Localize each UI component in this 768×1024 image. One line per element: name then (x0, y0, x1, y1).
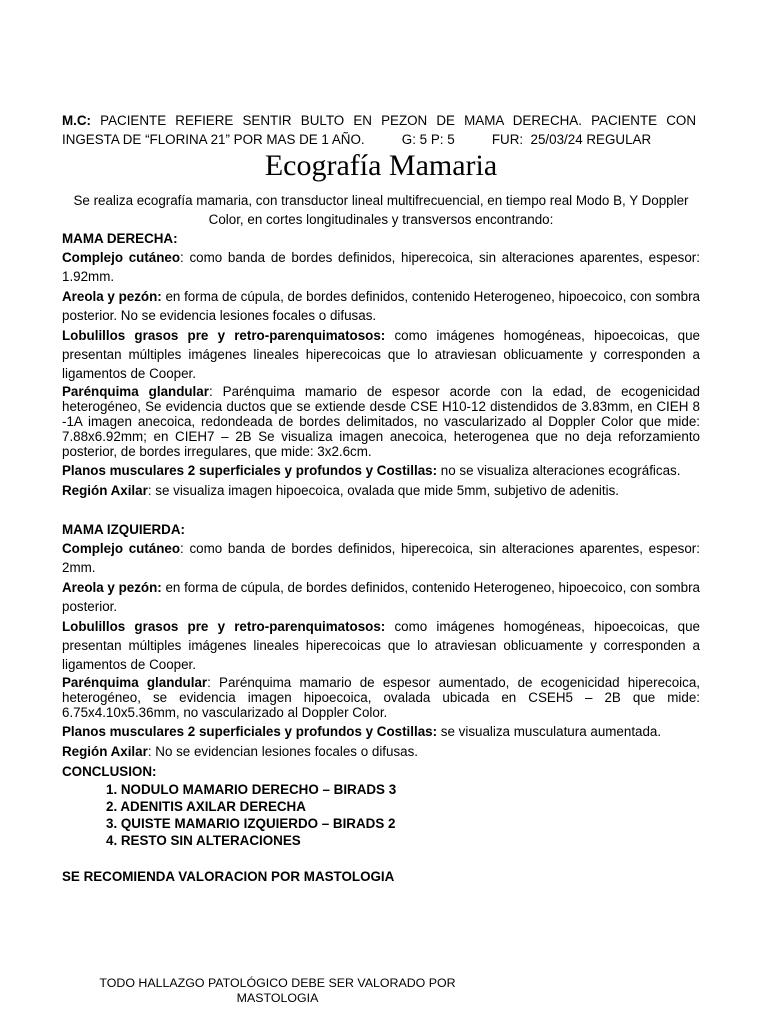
izquierda-parenquima (62, 675, 700, 720)
list-item: 3. QUISTE MAMARIO IZQUIERDO – BIRADS 2 (106, 816, 396, 831)
derecha-axilar-text: : se visualiza imagen hipoecoica, ovalada que mide 5mm, subjetivo de adenitis. (147, 483, 619, 498)
mc-line-2: INGESTA DE “FLORINA 21” POR MAS DE 1 AÑO. G: 5 P: 5 FUR: 25/03/24 REGULAR (62, 132, 652, 147)
derecha-planos-text: no se visualiza alteraciones ecográficas. (437, 463, 681, 478)
footer-line-2: MASTOLOGIA (236, 991, 319, 1005)
derecha-complejo-cutaneo (62, 248, 700, 286)
izquierda-areola-text: en forma de cúpula, de bordes definidos, contenido Heterogeneo, hipoecoico, con sombra posterior. (62, 580, 700, 614)
section-spacer (62, 501, 700, 520)
derecha-lobulillos-text: como imágenes homogéneas, hipoecoicas, que presentan múltiples imágenes lineales hiperecoicas que lo atraviesan oblicuamente y corresponden a ligamentos de Cooper. (62, 328, 700, 381)
derecha-areola-pezon (62, 287, 700, 325)
list-item: 2. ADENITIS AXILAR DERECHA (106, 799, 306, 814)
mc-text: PACIENTE REFIERE SENTIR BULTO EN PEZON DE MAMA DERECHA. PACIENTE CON (91, 113, 696, 128)
izquierda-planos-label: Planos musculares 2 superficiales y profundos y Costillas: (62, 724, 438, 739)
izquierda-complejo-cutaneo (62, 539, 700, 577)
section-heading-mama-derecha: MAMA DERECHA: (62, 231, 178, 246)
derecha-areola-text: en forma de cúpula, de bordes definidos, contenido Heterogeneo, hipoecoico, con sombra posterior. No se evidencia lesiones focales o difusas. (62, 289, 700, 323)
izquierda-region-axilar (62, 742, 700, 761)
motivo-consulta (62, 111, 696, 130)
derecha-complejo-text: : como banda de bordes definidos, hiperecoica, sin alteraciones aparentes, espesor: 1.92mm. (62, 250, 700, 284)
derecha-planos-label: Planos musculares 2 superficiales y profundos y Costillas: (62, 463, 438, 478)
izquierda-planos-musculares (62, 722, 700, 741)
izquierda-complejo-label: Complejo cutáneo (62, 541, 181, 556)
footer-line-1: TODO HALLAZGO PATOLÓGICO DEBE SER VALORADO POR (99, 976, 456, 990)
derecha-parenquima-text: : Parénquima mamario de espesor acorde con la edad, de ecogenicidad heterogéneo, Se evidencia ductos que se extiende desde CSE H10-12 distendidos de 3.83mm, en CIEH 8 -1A imagen anecoica, redondeada de bordes delimitados, no vascularizado al Doppler Color que mide: 7.88x6.92mm; en CIEH7 – 2B Se visualiza imagen anecoica, heterogenea que no deja reforzamiento posterior, de bordes irregulares, que mide: 3x2.6cm. (62, 384, 700, 459)
izquierda-axilar-text: : No se evidencian lesiones focales o difusas. (147, 744, 419, 759)
derecha-region-axilar (62, 481, 700, 500)
list-item: 4. RESTO SIN ALTERACIONES (106, 833, 301, 848)
izquierda-parenquima-label: Parénquima glandular (62, 675, 208, 690)
list-item: 1. NODULO MAMARIO DERECHO – BIRADS 3 (106, 782, 397, 797)
conclusion-list (62, 781, 700, 849)
izquierda-lobulillos-text: como imágenes homogéneas, hipoecoicas, que presentan múltiples imágenes lineales hiperecoicas que lo atraviesan oblicuamente y corresponden a ligamentos de Cooper. (62, 619, 700, 672)
izquierda-lobulillos-label: Lobulillos grasos pre y retro-parenquimatosos: (62, 619, 386, 634)
izquierda-parenquima-text: : Parénquima mamario de espesor aumentado, de ecogenicidad hiperecoica, heterogéneo, se evidencia imagen hipoecoica, ovalada ubicada en CSEH5 – 2B que mide: 6.75x4.10x5.36mm, no vascularizado al Doppler Color. (62, 675, 700, 720)
derecha-parenquima-label: Parénquima glandular (62, 384, 209, 399)
derecha-parenquima (62, 384, 700, 459)
report-body (62, 229, 700, 886)
derecha-lobulillos (62, 326, 700, 383)
derecha-areola-label: Areola y pezón: (62, 289, 162, 304)
derecha-planos-musculares (62, 461, 700, 480)
izquierda-lobulillos (62, 617, 700, 674)
izquierda-areola-pezon (62, 578, 700, 616)
mc-label: M.C: (62, 113, 92, 128)
derecha-axilar-label: Región Axilar (62, 483, 148, 498)
recommendation: SE RECOMIENDA VALORACION POR MASTOLOGIA (62, 869, 395, 884)
derecha-lobulillos-label: Lobulillos grasos pre y retro-parenquimatosos: (62, 328, 386, 343)
izquierda-axilar-label: Región Axilar (62, 744, 148, 759)
izquierda-areola-label: Areola y pezón: (62, 580, 162, 595)
section-heading-mama-izquierda: MAMA IZQUIERDA: (62, 522, 185, 537)
footer-note (80, 976, 475, 1006)
izquierda-complejo-text: : como banda de bordes definidos, hiperecoica, sin alteraciones aparentes, espesor: 2mm. (62, 541, 700, 575)
derecha-complejo-label: Complejo cutáneo (62, 250, 181, 265)
intro-paragraph: Se realiza ecografía mamaria, con transductor lineal multifrecuencial, en tiempo real Modo B, Y Doppler Color, en cortes longitudinales y transversos encontrando: (73, 193, 689, 227)
conclusion-heading: CONCLUSION: (62, 764, 157, 779)
izquierda-planos-text: se visualiza musculatura aumentada. (437, 724, 662, 739)
report-title: Ecografía Mamaria (264, 149, 498, 182)
